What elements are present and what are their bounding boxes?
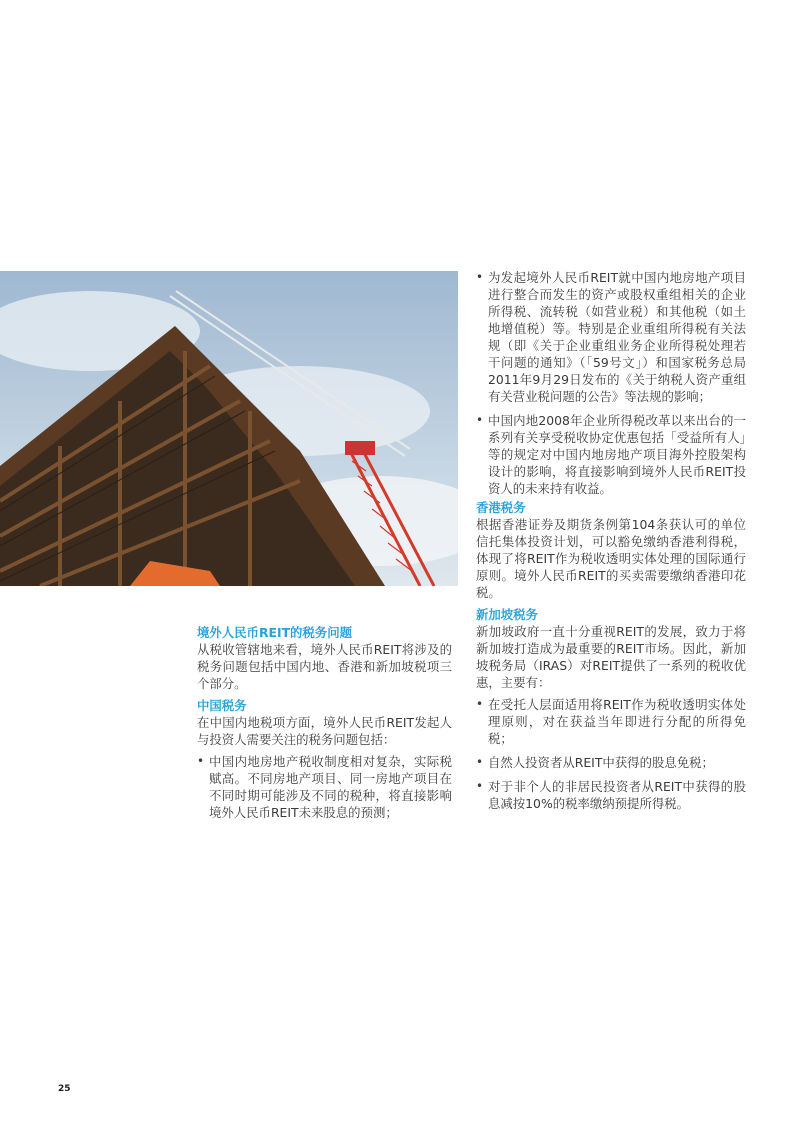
list-item [476,754,746,771]
bullet-icon: • [197,754,205,768]
list-item-text: 在受托人层面适用将REIT作为税收透明实体处理原则，对在获益当年即进行分配的所得免税； [488,697,746,746]
singapore-bullet-list [476,696,746,812]
hk-paragraph: 根据香港证券及期货条例第104条获认可的单位信托集体投资计划，可以豁免缴纳香港利得税，体现了将REIT作为税收透明实体处理的国际通行原则。境外人民币REIT的买卖需要缴纳香港印花税。 [476,517,746,600]
bullet-icon: • [476,755,484,769]
list-item [476,778,746,812]
list-item [476,412,746,497]
section-heading-reit-tax: 境外人民币REIT的税务问题 [197,625,352,640]
heading-china-tax: 中国税务 [197,698,247,713]
page-number: 25 [58,1084,71,1094]
bullet-icon: • [476,779,484,793]
construction-site-image [0,271,458,586]
heading-singapore-tax: 新加坡税务 [476,607,538,622]
list-item [476,269,746,405]
list-item [476,696,746,747]
bullet-icon: • [476,413,484,427]
list-item-text: 中国内地2008年企业所得税改革以来出台的一系列有关享受税收协定优惠包括「受益所有人」等的规定对中国内地房地产项目海外控股架构设计的影响，将直接影响到境外人民币REIT投资人的未来持有收益。 [488,413,746,496]
singapore-intro-paragraph: 新加坡政府一直十分重视REIT的发展，致力于将新加坡打造成为最重要的REIT市场。因此，新加坡税务局（IRAS）对REIT提供了一系列的税收优惠，主要有： [476,624,746,690]
list-item [197,753,452,821]
list-item-text: 中国内地房地产税收制度相对复杂，实际税赋高。不同房地产项目、同一房地产项目在不同时期可能涉及不同的税种，将直接影响境外人民币REIT未来股息的预测； [209,754,452,820]
list-item-text: 对于非个人的非居民投资者从REIT中获得的股息减按10%的税率缴纳预提所得税。 [488,779,746,811]
china-bullet-list [197,753,452,821]
heading-hk-tax: 香港税务 [476,500,526,515]
left-column [197,624,452,828]
intro-paragraph: 从税收管辖地来看，境外人民币REIT将涉及的税务问题包括中国内地、香港和新加坡税项三个部分。 [197,642,452,691]
china-bullet-list-continued [476,269,746,497]
bullet-icon: • [476,270,484,284]
list-item-text: 为发起境外人民币REIT就中国内地房地产项目进行整合而发生的资产或股权重组相关的企业所得税、流转税（如营业税）和其他税（如土地增值税）等。特别是企业重组所得税有关法规（即《关于企业重组业务企业所得税处理若干问题的通知》（「59号文」）和国家税务总局2011年9月29日发布的《关于纳税人资产重组有关营业税问题的公告》等法规的影响； [488,270,746,404]
bullet-icon: • [476,697,484,711]
china-intro-paragraph: 在中国内地税项方面，境外人民币REIT发起人与投资人需要关注的税务问题包括： [197,715,452,747]
list-item-text: 自然人投资者从REIT中获得的股息免税； [488,755,714,770]
right-column [476,269,746,819]
